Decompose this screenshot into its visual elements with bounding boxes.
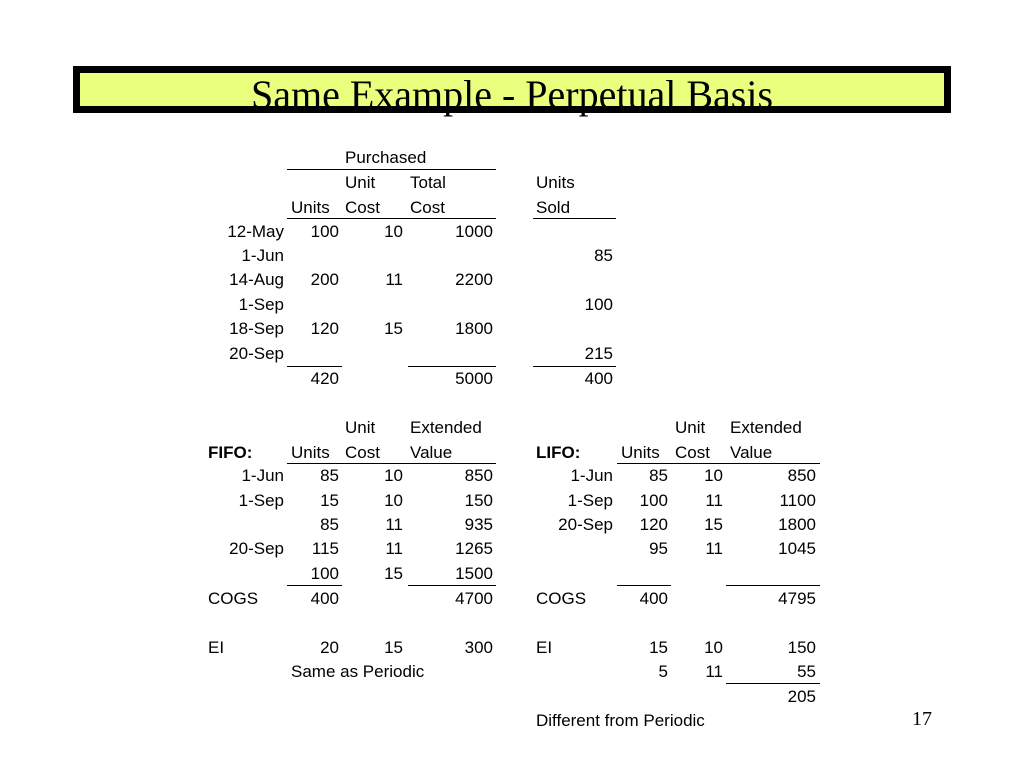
rule [726, 683, 820, 684]
total-cost: 5000 [455, 369, 493, 388]
ei-units: 5 [658, 662, 668, 681]
ei-cost: 15 [384, 638, 403, 657]
ei-total: 205 [787, 687, 816, 706]
row-sold: 215 [584, 344, 613, 363]
header-unit: Unit [345, 418, 376, 437]
row-units: 100 [639, 491, 668, 510]
row-date: 1-Sep [238, 295, 284, 314]
row-date: 20-Sep [229, 344, 284, 363]
ei-units: 15 [649, 638, 668, 657]
rule [287, 585, 342, 586]
cogs-units: 400 [310, 589, 339, 608]
row-date: 14-Aug [229, 270, 284, 289]
row-value: 850 [464, 466, 493, 485]
header-cost: Cost [345, 443, 380, 462]
rule [408, 585, 496, 586]
row-date: 18-Sep [229, 319, 284, 338]
row-date: 1-Sep [567, 491, 613, 510]
row-sold: 85 [594, 246, 613, 265]
row-value: 1500 [455, 564, 493, 583]
page-number: 17 [912, 708, 932, 730]
lifo-label: LIFO: [536, 443, 581, 462]
row-units: 115 [311, 539, 339, 558]
row-date: 12-May [227, 222, 284, 241]
row-date: 20-Sep [558, 515, 613, 534]
header-purchased: Purchased [345, 148, 427, 167]
header-extended: Extended [730, 418, 802, 437]
header-units: Units [291, 198, 330, 217]
row-total-cost: 2200 [455, 270, 493, 289]
slide-title: Same Example - Perpetual Basis [250, 72, 774, 117]
rule [287, 169, 496, 170]
row-cost: 10 [704, 466, 723, 485]
header-cost: Cost [675, 443, 710, 462]
cogs-label: COGS [536, 589, 587, 608]
header-total-cost: Cost [410, 198, 445, 217]
row-date: 1-Jun [241, 246, 284, 265]
header-total: Total [410, 173, 446, 192]
row-unit-cost: 11 [385, 270, 403, 289]
cogs-value: 4795 [778, 589, 816, 608]
row-value: 150 [464, 491, 493, 510]
row-value: 1800 [778, 515, 816, 534]
header-unit-cost: Cost [345, 198, 380, 217]
row-total-cost: 1000 [455, 222, 493, 241]
row-date: 1-Jun [570, 466, 613, 485]
ei-value: 300 [464, 638, 493, 657]
header-unit: Unit [345, 173, 376, 192]
rule [287, 463, 496, 464]
row-units: 85 [649, 466, 668, 485]
row-value: 935 [464, 515, 493, 534]
row-date: 1-Sep [238, 491, 284, 510]
row-units: 85 [320, 515, 339, 534]
row-units: 200 [310, 270, 339, 289]
ei-value: 150 [787, 638, 816, 657]
row-cost: 15 [704, 515, 723, 534]
row-cost: 11 [705, 539, 723, 558]
rule [533, 366, 616, 367]
row-unit-cost: 10 [384, 222, 403, 241]
ei-label: EI [536, 638, 553, 657]
header-units-sold-1: Units [536, 173, 575, 192]
cogs-value: 4700 [455, 589, 493, 608]
header-value: Value [730, 443, 773, 462]
ei-cost: 10 [704, 638, 723, 657]
total-sold: 400 [584, 369, 613, 388]
row-cost: 11 [385, 515, 403, 534]
row-units: 100 [310, 564, 339, 583]
cogs-units: 400 [639, 589, 668, 608]
header-units: Units [291, 443, 330, 462]
ei-value: 55 [797, 662, 816, 681]
rule [726, 585, 820, 586]
row-units: 120 [639, 515, 668, 534]
row-cost: 11 [705, 491, 723, 510]
rule [408, 366, 496, 367]
ei-units: 20 [320, 638, 339, 657]
fifo-note: Same as Periodic [291, 662, 425, 681]
fifo-label: FIFO: [208, 443, 253, 462]
header-unit: Unit [675, 418, 706, 437]
header-units: Units [621, 443, 660, 462]
lifo-note: Different from Periodic [536, 711, 705, 730]
total-units: 420 [310, 369, 339, 388]
rule [287, 366, 342, 367]
rule [533, 218, 616, 219]
row-value: 850 [787, 466, 816, 485]
rule [287, 218, 496, 219]
row-total-cost: 1800 [455, 319, 493, 338]
row-sold: 100 [584, 295, 613, 314]
row-date: 20-Sep [229, 539, 284, 558]
row-value: 1265 [455, 539, 493, 558]
header-extended: Extended [410, 418, 482, 437]
row-unit-cost: 15 [384, 319, 403, 338]
ei-cost: 11 [705, 662, 723, 681]
header-value: Value [410, 443, 453, 462]
row-units: 15 [320, 491, 339, 510]
row-cost: 10 [384, 491, 403, 510]
rule [617, 585, 671, 586]
row-units: 120 [310, 319, 339, 338]
row-cost: 10 [384, 466, 403, 485]
row-value: 1045 [778, 539, 816, 558]
row-value: 1100 [779, 491, 816, 510]
row-cost: 11 [385, 539, 403, 558]
row-date: 1-Jun [241, 466, 284, 485]
rule [617, 463, 820, 464]
row-cost: 15 [384, 564, 403, 583]
cogs-label: COGS [208, 589, 259, 608]
ei-label: EI [208, 638, 225, 657]
header-units-sold-2: Sold [536, 198, 571, 217]
row-units: 100 [310, 222, 339, 241]
row-units: 95 [649, 539, 668, 558]
row-units: 85 [320, 466, 339, 485]
